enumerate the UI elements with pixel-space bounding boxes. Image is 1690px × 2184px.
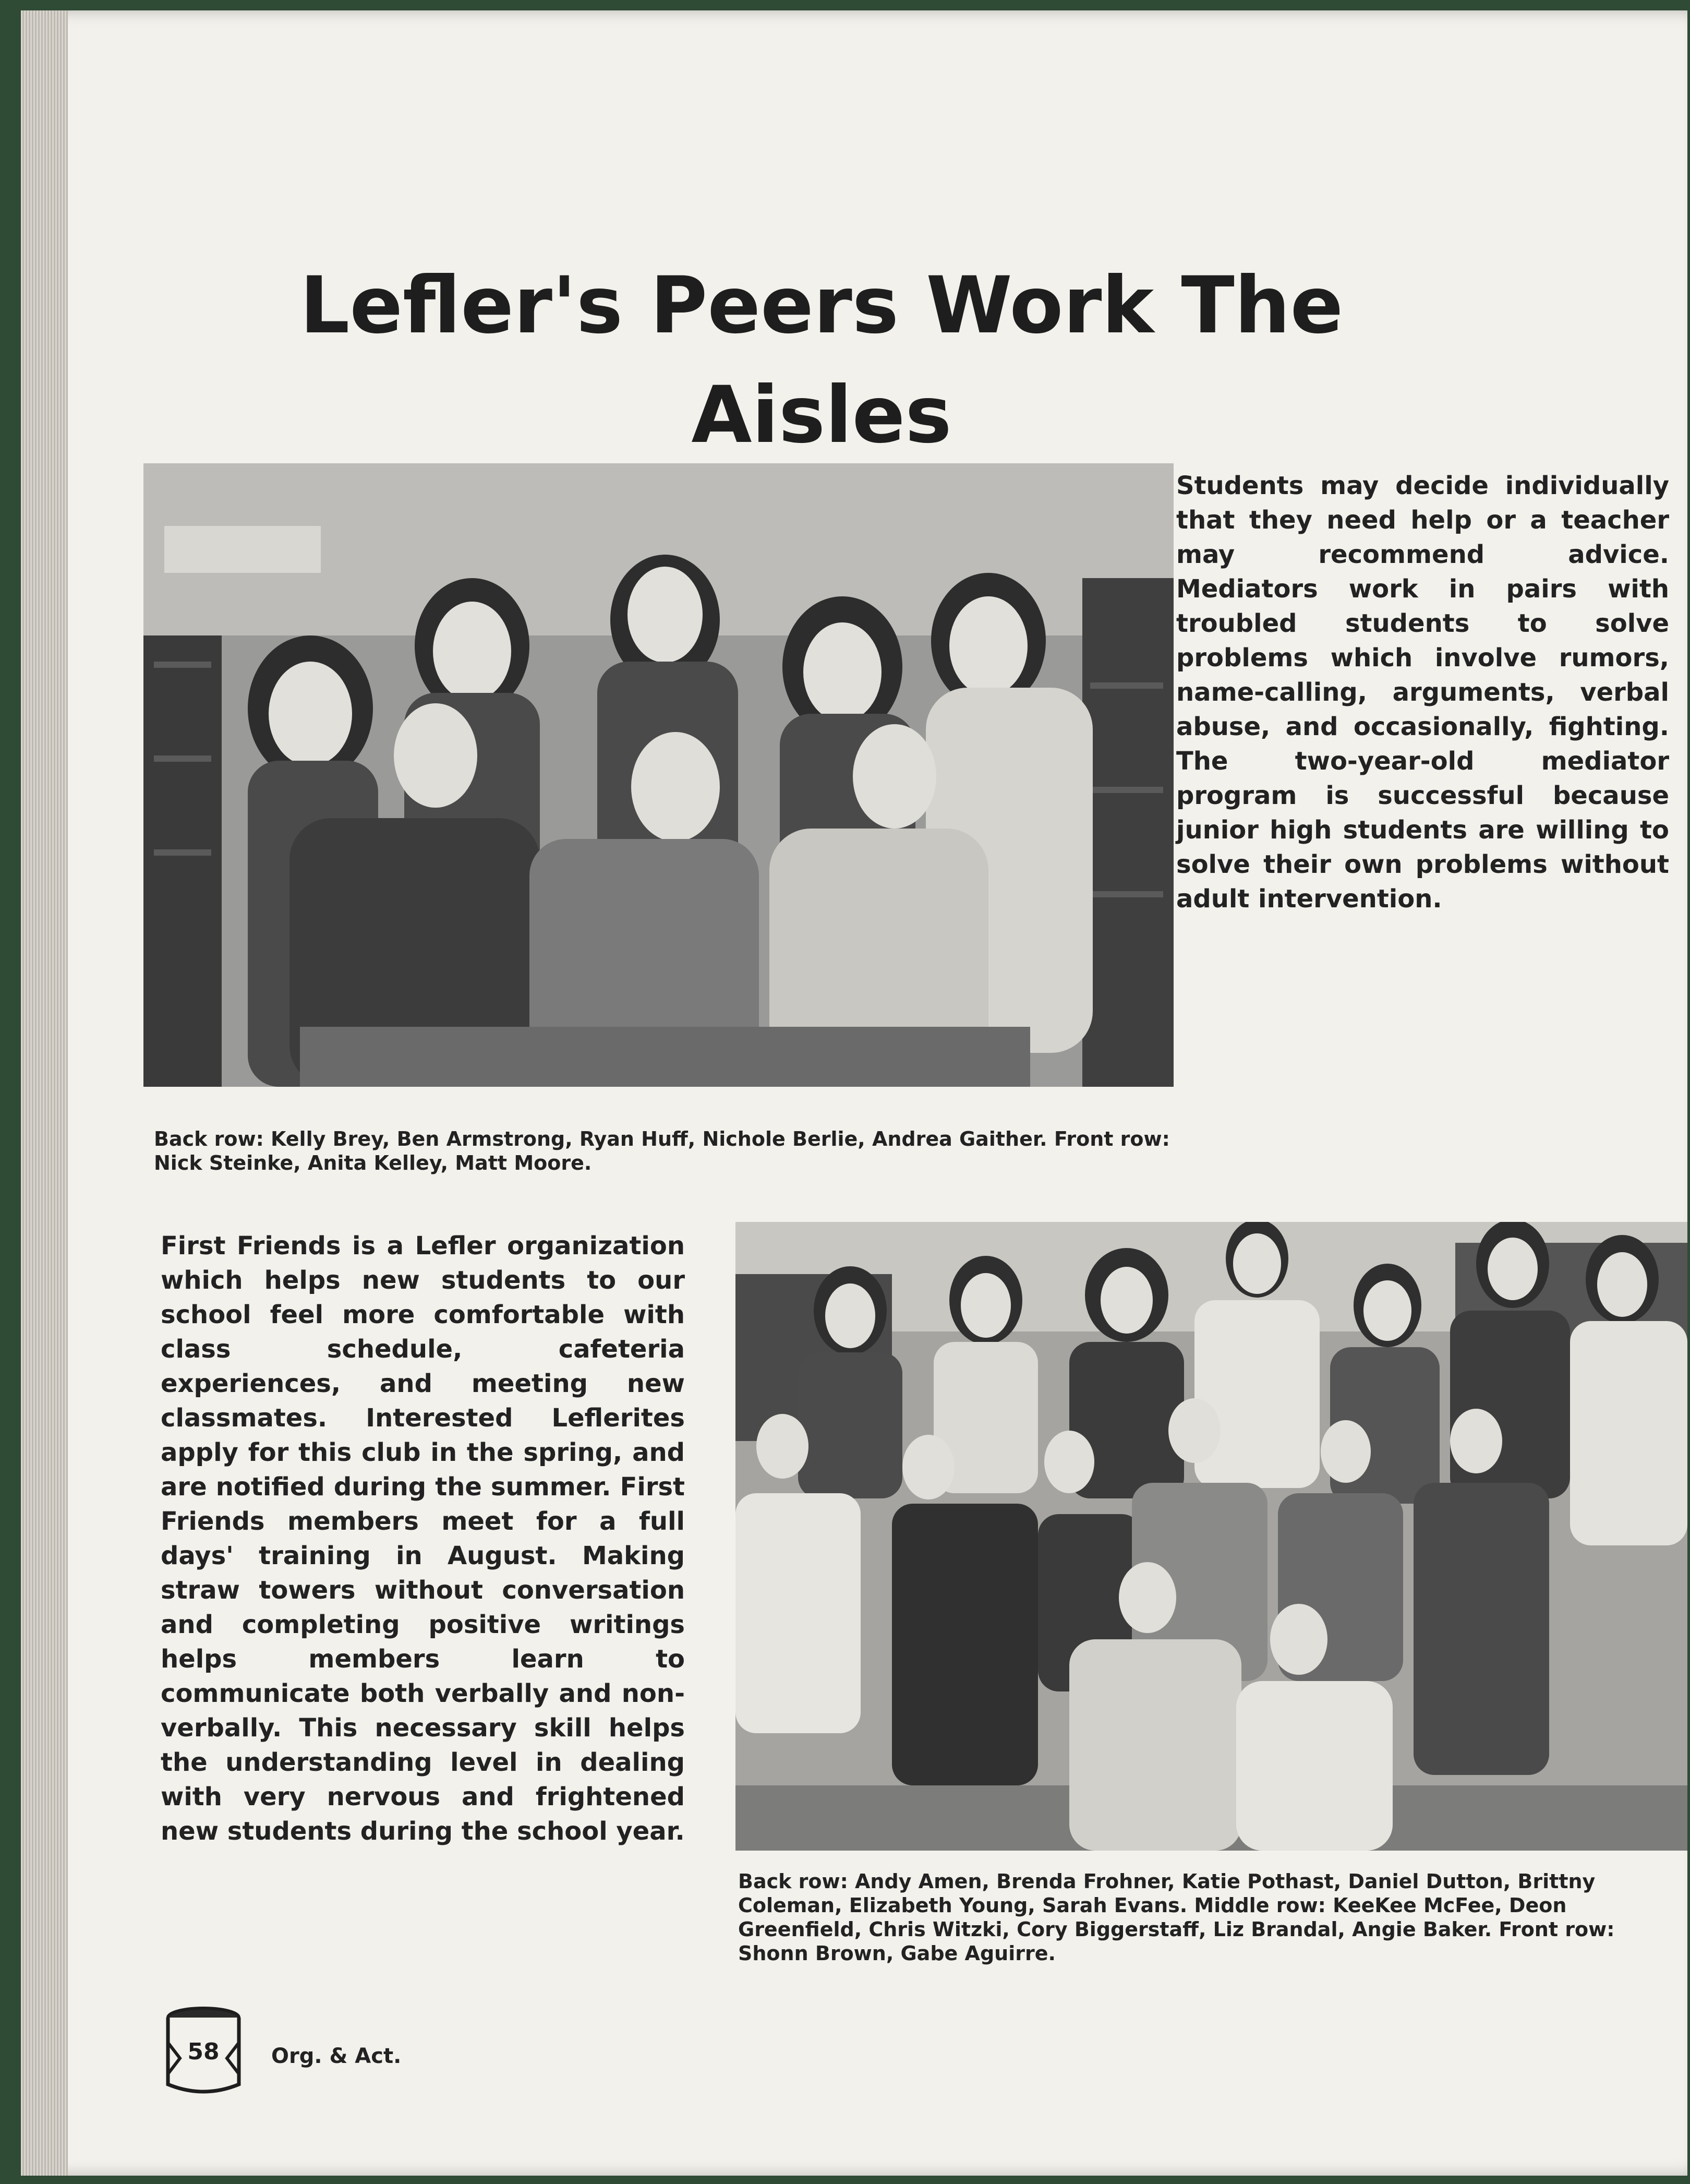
first-friends-photo-caption: Back row: Andy Amen, Brenda Frohner, Katie Pothast, Daniel Dutton, Brittny Coleman, Elizabeth Young, Sarah Evans. Middle row: KeeKee McFee, Deon Greenfield, Chris Witzki, Cory Biggerstaff, Liz Brandal, Angie Baker. Front row: Shonn Brown, Gabe Aguirre. bbox=[738, 1870, 1615, 1965]
mediators-group-photo bbox=[143, 463, 1174, 1087]
first-friends-group-photo bbox=[735, 1222, 1687, 1851]
page-number: 58 bbox=[187, 2038, 220, 2065]
page-number-badge bbox=[164, 2006, 243, 2095]
section-label: Org. & Act. bbox=[271, 2044, 402, 2068]
mediators-photo-caption: Back row: Kelly Brey, Ben Armstrong, Ryan Huff, Nichole Berlie, Andrea Gaither. Front row: Nick Steinke, Anita Kelley, Matt Moore. bbox=[154, 1127, 1170, 1174]
first-friends-article-text: First Friends is a Lefler organization which helps new students to our school feel more comfortable with class schedule, cafeteria experiences, and meeting new classmates. Interested Leflerites apply for this club in the spring, and are notified during the summer. First Friends members meet for a full days' training in August. Making straw towers without conversation and completing positive writings helps members learn to communicate both verbally and non-verbally. This necessary skill helps the understanding level in dealing with very nervous and frightened new students during the school year. bbox=[161, 1231, 685, 1846]
page-title: Lefler's Peers Work The Aisles bbox=[299, 260, 1344, 461]
page-edge bbox=[21, 10, 68, 2176]
yearbook-page bbox=[21, 10, 1687, 2176]
mediators-article-text: Students may decide individually that they need help or a teacher may recommend advice. Mediators work in pairs with troubled students to solve problems which involve rumors, name-calling, arguments, verbal abuse, and occasionally, fighting. The two-year-old mediator program is successful because junior high students are willing to solve their own problems without adult intervention. bbox=[1176, 471, 1669, 914]
